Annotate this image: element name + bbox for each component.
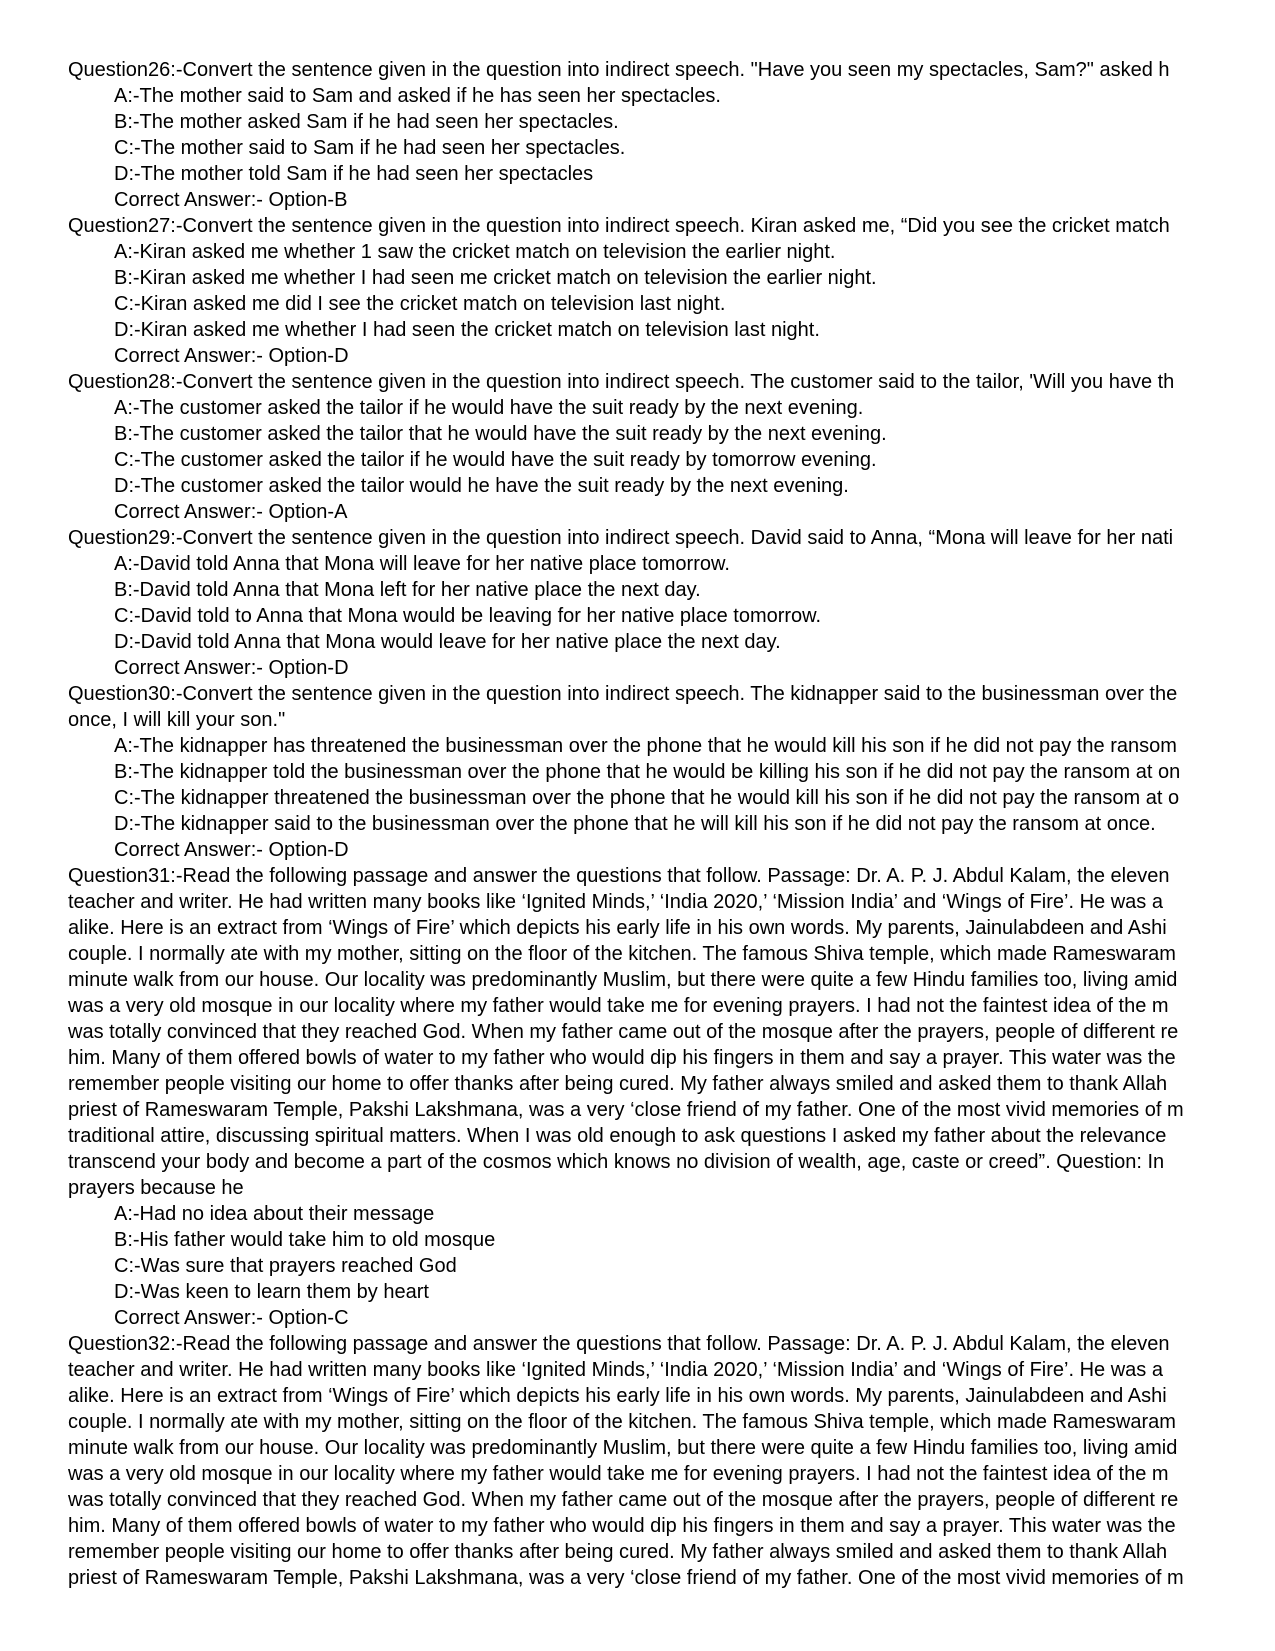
- answer-option: D:-Was keen to learn them by heart: [114, 1281, 429, 1303]
- question-line: minute walk from our house. Our locality was predominantly Muslim, but there were quite a few Hindu families too, living amid: [68, 969, 1178, 991]
- question-line: once, I will kill your son.": [68, 709, 286, 731]
- answer-option: C:-The mother said to Sam if he had seen her spectacles.: [114, 137, 626, 159]
- question-text: [68, 213, 1208, 239]
- question-line: was a very old mosque in our locality where my father would take me for evening prayers. I had not the faintest idea of the m: [68, 1463, 1169, 1485]
- answer-option: D:-David told Anna that Mona would leave for her native place the next day.: [114, 631, 781, 653]
- correct-answer: Correct Answer:- Option-C: [114, 1307, 349, 1329]
- question-line: prayers because he: [68, 1177, 244, 1199]
- answer-option: D:-The kidnapper said to the businessman over the phone that he will kill his son if he did not pay the ransom at once.: [114, 813, 1156, 835]
- answer-option: C:-Was sure that prayers reached God: [114, 1255, 457, 1277]
- answer-option: C:-David told to Anna that Mona would be leaving for her native place tomorrow.: [114, 605, 822, 627]
- question-sheet: [68, 57, 1208, 1591]
- question-line: was a very old mosque in our locality where my father would take me for evening prayers. I had not the faintest idea of the m: [68, 995, 1169, 1017]
- answer-option: A:-The mother said to Sam and asked if he has seen her spectacles.: [114, 85, 721, 107]
- correct-answer: Correct Answer:- Option-D: [114, 839, 349, 861]
- correct-answer: Correct Answer:- Option-B: [114, 189, 348, 211]
- question-block: [68, 525, 1208, 681]
- question-text: [68, 1331, 1208, 1591]
- question-line: Question26:-Convert the sentence given in the question into indirect speech. "Have you seen my spectacles, Sam?" asked h: [68, 59, 1170, 81]
- answer-option: A:-The customer asked the tailor if he would have the suit ready by the next evening.: [114, 397, 864, 419]
- answer-option: C:-Kiran asked me did I see the cricket match on television last night.: [114, 293, 726, 315]
- question-block: [68, 1331, 1208, 1591]
- question-line: Question31:-Read the following passage and answer the questions that follow. Passage: Dr. A. P. J. Abdul Kalam, the eleven: [68, 865, 1170, 887]
- answer-option: D:-The mother told Sam if he had seen her spectacles: [114, 163, 594, 185]
- answer-option: D:-Kiran asked me whether I had seen the cricket match on television last night.: [114, 319, 820, 341]
- answer-option: A:-Kiran asked me whether 1 saw the cricket match on television the earlier night.: [114, 241, 836, 263]
- answer-option: B:-The kidnapper told the businessman over the phone that he would be killing his son if he did not pay the ransom at on: [114, 761, 1181, 783]
- question-line: priest of Rameswaram Temple, Pakshi Lakshmana, was a very ‘close friend of my father. One of the most vivid memories of m: [68, 1567, 1184, 1589]
- answer-option: A:-David told Anna that Mona will leave for her native place tomorrow.: [114, 553, 730, 575]
- answer-option: B:-The customer asked the tailor that he would have the suit ready by the next evening.: [114, 423, 887, 445]
- question-line: teacher and writer. He had written many books like ‘Ignited Minds,’ ‘India 2020,’ ‘Mission India’ and ‘Wings of Fire’. He was a: [68, 1359, 1163, 1381]
- question-block: [68, 681, 1208, 863]
- answer-option: B:-The mother asked Sam if he had seen her spectacles.: [114, 111, 619, 133]
- question-line: alike. Here is an extract from ‘Wings of Fire’ which depicts his early life in his own words. My parents, Jainulabdeen and Ashi: [68, 1385, 1167, 1407]
- answer-option: C:-The customer asked the tailor if he would have the suit ready by tomorrow evening.: [114, 449, 877, 471]
- question-line: Question32:-Read the following passage and answer the questions that follow. Passage: Dr. A. P. J. Abdul Kalam, the eleven: [68, 1333, 1170, 1355]
- answer-option: B:-Kiran asked me whether I had seen me cricket match on television the earlier night.: [114, 267, 877, 289]
- question-line: Question29:-Convert the sentence given in the question into indirect speech. David said to Anna, “Mona will leave for her nati: [68, 527, 1174, 549]
- question-block: [68, 213, 1208, 369]
- question-line: him. Many of them offered bowls of water to my father who would dip his fingers in them and say a prayer. This water was the: [68, 1515, 1176, 1537]
- question-block: [68, 57, 1208, 213]
- question-text: [68, 525, 1208, 551]
- question-text: [68, 863, 1208, 1201]
- answer-option: D:-The customer asked the tailor would he have the suit ready by the next evening.: [114, 475, 849, 497]
- question-line: Question27:-Convert the sentence given in the question into indirect speech. Kiran asked me, “Did you see the cricket match: [68, 215, 1170, 237]
- question-text: [68, 681, 1208, 733]
- question-line: was totally convinced that they reached God. When my father came out of the mosque after the prayers, people of different re: [68, 1021, 1179, 1043]
- question-text: [68, 369, 1208, 395]
- correct-answer: Correct Answer:- Option-A: [114, 501, 348, 523]
- answer-option: B:-His father would take him to old mosque: [114, 1229, 496, 1251]
- question-line: couple. I normally ate with my mother, sitting on the floor of the kitchen. The famous Shiva temple, which made Rameswaram: [68, 1411, 1176, 1433]
- question-line: minute walk from our house. Our locality was predominantly Muslim, but there were quite a few Hindu families too, living amid: [68, 1437, 1178, 1459]
- question-line: alike. Here is an extract from ‘Wings of Fire’ which depicts his early life in his own words. My parents, Jainulabdeen and Ashi: [68, 917, 1167, 939]
- question-line: Question28:-Convert the sentence given in the question into indirect speech. The customer said to the tailor, 'Will you have th: [68, 371, 1175, 393]
- question-line: traditional attire, discussing spiritual matters. When I was old enough to ask questions I asked my father about the relevance: [68, 1125, 1167, 1147]
- question-line: teacher and writer. He had written many books like ‘Ignited Minds,’ ‘India 2020,’ ‘Mission India’ and ‘Wings of Fire’. He was a: [68, 891, 1163, 913]
- answer-option: A:-Had no idea about their message: [114, 1203, 435, 1225]
- correct-answer: Correct Answer:- Option-D: [114, 345, 349, 367]
- answer-option: B:-David told Anna that Mona left for her native place the next day.: [114, 579, 701, 601]
- question-line: remember people visiting our home to offer thanks after being cured. My father always smiled and asked them to thank Allah: [68, 1541, 1168, 1563]
- question-line: was totally convinced that they reached God. When my father came out of the mosque after the prayers, people of different re: [68, 1489, 1179, 1511]
- correct-answer: Correct Answer:- Option-D: [114, 657, 349, 679]
- question-line: Question30:-Convert the sentence given in the question into indirect speech. The kidnapper said to the businessman over the: [68, 683, 1178, 705]
- question-line: him. Many of them offered bowls of water to my father who would dip his fingers in them and say a prayer. This water was the: [68, 1047, 1176, 1069]
- question-line: couple. I normally ate with my mother, sitting on the floor of the kitchen. The famous Shiva temple, which made Rameswaram: [68, 943, 1176, 965]
- question-block: [68, 863, 1208, 1331]
- question-line: priest of Rameswaram Temple, Pakshi Lakshmana, was a very ‘close friend of my father. One of the most vivid memories of m: [68, 1099, 1184, 1121]
- question-text: [68, 57, 1208, 83]
- question-line: remember people visiting our home to offer thanks after being cured. My father always smiled and asked them to thank Allah: [68, 1073, 1168, 1095]
- question-line: transcend your body and become a part of the cosmos which knows no division of wealth, age, caste or creed”. Question: In: [68, 1151, 1165, 1173]
- question-block: [68, 369, 1208, 525]
- answer-option: C:-The kidnapper threatened the businessman over the phone that he would kill his son if he did not pay the ransom at o: [114, 787, 1180, 809]
- answer-option: A:-The kidnapper has threatened the businessman over the phone that he would kill his son if he did not pay the ransom: [114, 735, 1177, 757]
